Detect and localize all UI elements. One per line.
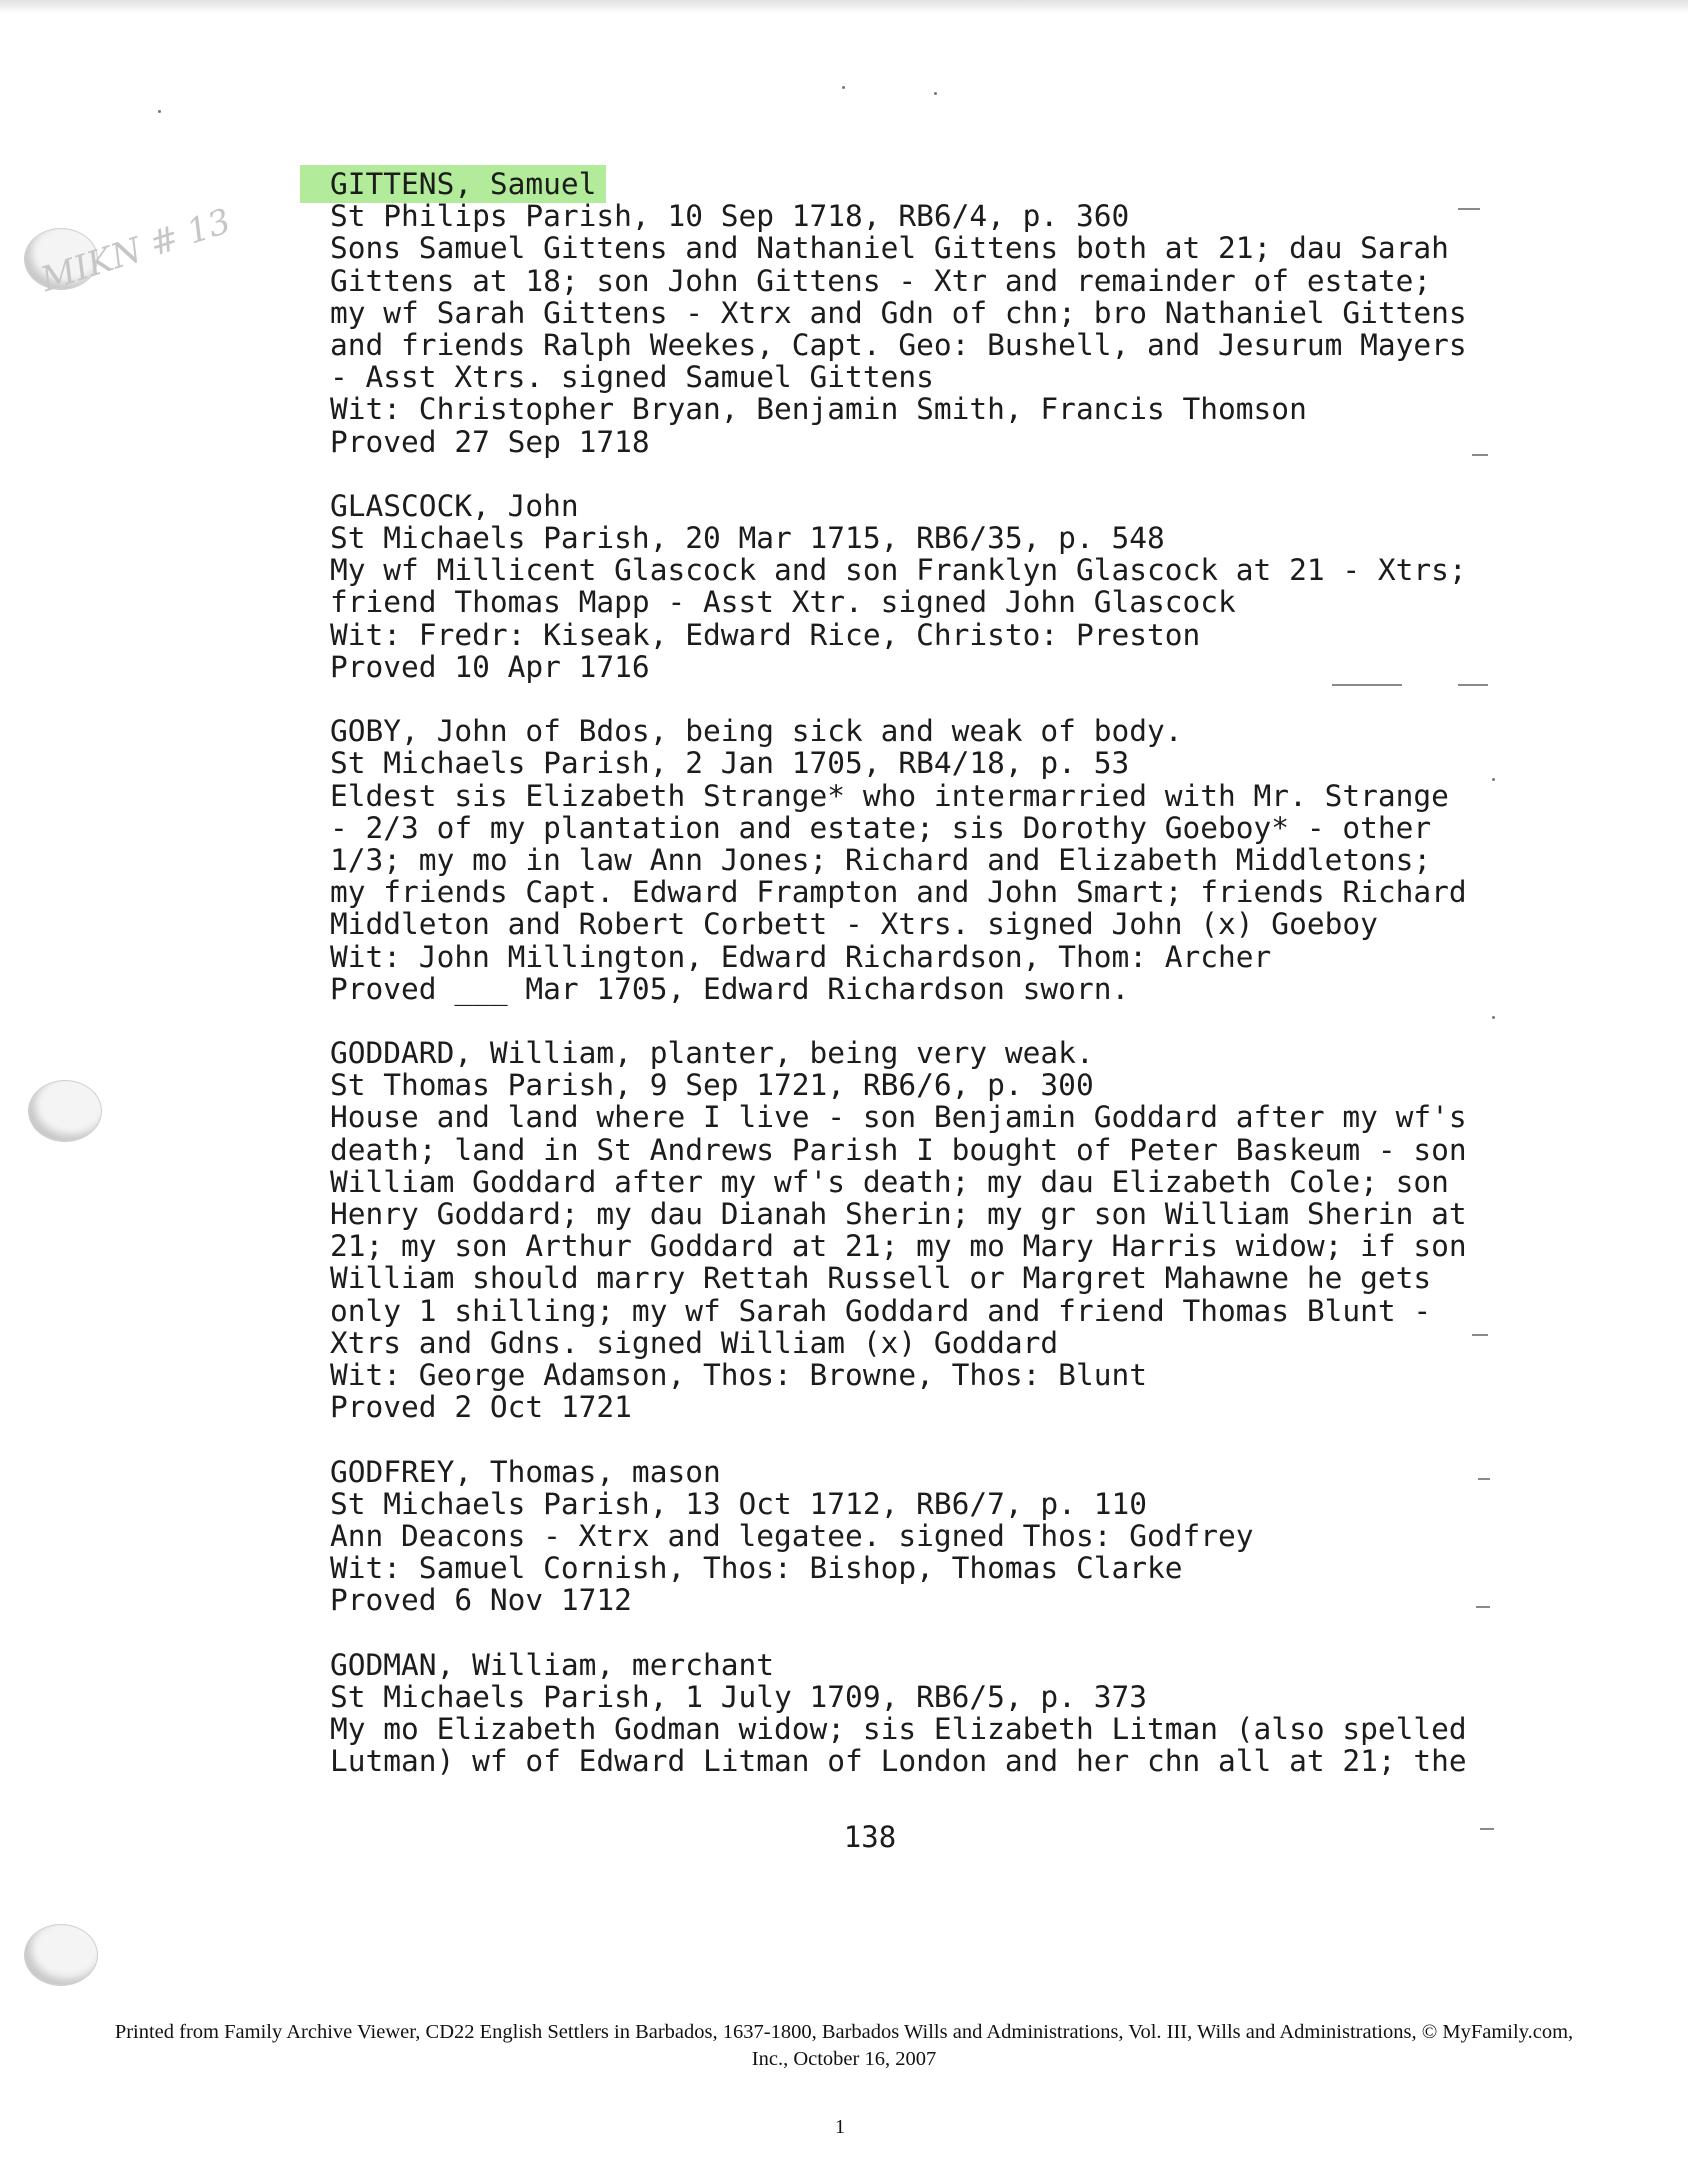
entry-line: St Michaels Parish, 20 Mar 1715, RB6/35, p. 548 [330,521,1165,556]
footer-line-2: Inc., October 16, 2007 [751,2048,937,2070]
entry-line: Wit: Fredr: Kiseak, Edward Rice, Christo: Preston [330,617,1201,652]
entry-line: Lutman) wf of Edward Litman of London and her chn all at 21; the [330,1744,1467,1779]
entry-line: Wit: George Adamson, Thos: Browne, Thos: Blunt [330,1357,1147,1392]
entry-line: Proved 10 Apr 1716 [330,649,650,684]
entry-line: Wit: John Millington, Edward Richardson, Thom: Archer [330,939,1272,974]
entry-line: William Goddard after my wf's death; my dau Elizabeth Cole; son [330,1164,1449,1199]
page-number: 138 [843,1820,897,1854]
entry-name: GOBY, John of Bdos, being sick and weak of body. [330,714,1183,749]
entry-line: St Michaels Parish, 2 Jan 1705, RB4/18, p. 53 [330,746,1130,781]
entry-line: and friends Ralph Weekes, Capt. Geo: Bushell, and Jesurum Mayers [330,327,1467,362]
entry-glascock [330,488,1467,684]
entry-line: Proved 2 Oct 1721 [330,1390,632,1425]
scan-speck [934,92,937,95]
entry-line: My mo Elizabeth Godman widow; sis Elizabeth Litman (also spelled [330,1712,1467,1746]
entry-line: Middleton and Robert Corbett - Xtrs. signed John (x) Goeboy [330,907,1378,942]
scan-speck [1492,778,1495,781]
entry-name: GODMAN, William, merchant [330,1647,775,1682]
entry-line: Gittens at 18; son John Gittens - Xtr and remainder of estate; [330,263,1432,298]
margin-mark [1458,684,1488,686]
entry-line: - Asst Xtrs. signed Samuel Gittens [330,360,934,395]
entry-line: Eldest sis Elizabeth Strange* who intermarried with Mr. Strange [330,778,1449,813]
entry-line: Proved 27 Sep 1718 [330,424,650,459]
punch-hole-bottom [24,1924,98,1986]
margin-mark [1472,454,1488,456]
scan-speck [1492,1016,1495,1019]
entry-line: Henry Goddard; my dau Dianah Sherin; my gr son William Sherin at [330,1197,1467,1231]
entry-line: St Michaels Parish, 13 Oct 1712, RB6/7, p. 110 [330,1486,1147,1521]
entry-line: Proved ___ Mar 1705, Edward Richardson sworn. [330,971,1130,1006]
scan-speck [158,110,161,113]
entry-goddard [330,1036,1467,1425]
entry-line: Sons Samuel Gittens and Nathaniel Gittens both at 21; dau Sarah [330,231,1449,266]
entry-name: GLASCOCK, John [330,488,579,523]
entry-line: - 2/3 of my plantation and estate; sis Dorothy Goeboy* - other [330,810,1432,845]
margin-mark [1480,1828,1494,1830]
footer-page-number: 1 [835,2116,845,2138]
margin-mark [1472,1334,1488,1336]
entry-gittens [330,167,1467,459]
entry-name: GODDARD, William, planter, being very weak. [330,1036,1094,1071]
margin-mark [1476,1606,1490,1608]
margin-mark [1478,1478,1490,1480]
entry-line: William should marry Rettah Russell or Margret Mahawne he gets [330,1261,1432,1296]
document-body [330,167,1467,1810]
scan-speck [842,86,845,89]
entry-line: Xtrs and Gdns. signed William (x) Goddard [330,1325,1059,1360]
entry-line: 21; my son Arthur Goddard at 21; my mo Mary Harris widow; if son [330,1229,1467,1264]
highlighted-name: GITTENS, Samuel [300,165,606,203]
entry-line: Ann Deacons - Xtrx and legatee. signed Thos: Godfrey [330,1518,1254,1553]
entry-line: St Michaels Parish, 1 July 1709, RB6/5, p. 373 [330,1679,1147,1714]
margin-mark [1332,684,1402,686]
margin-mark [1458,208,1480,210]
entry-line: my wf Sarah Gittens - Xtrx and Gdn of chn; bro Nathaniel Gittens [330,295,1467,330]
entry-name: GODFREY, Thomas, mason [330,1454,721,1489]
handwritten-margin-note: MIKN # 13 [36,201,236,301]
entry-godfrey [330,1456,1460,1617]
entry-line: House and land where I live - son Benjamin Goddard after my wf's [330,1100,1467,1135]
entry-line: My wf Millicent Glascock and son Franklyn Glascock at 21 - Xtrs; [330,553,1467,588]
entry-line: only 1 shilling; my wf Sarah Goddard and friend Thomas Blunt - [330,1293,1432,1328]
footer-line-1: Printed from Family Archive Viewer, CD22 English Settlers in Barbados, 1637-1800, Barbados Wills and Administrations, Vol. III, Wills and Administrations, © MyFamily.com, [114,2021,1574,2043]
entry-goby [330,714,1467,1006]
entry-line: 1/3; my mo in law Ann Jones; Richard and Elizabeth Middletons; [330,842,1432,877]
entry-line: Wit: Christopher Bryan, Benjamin Smith, Francis Thomson [330,392,1307,427]
print-footer [40,2019,1648,2073]
entry-line: friend Thomas Mapp - Asst Xtr. signed John Glascock [330,585,1236,620]
punch-hole-middle [28,1080,102,1142]
scan-top-shadow [0,0,1688,14]
entry-line: St Philips Parish, 10 Sep 1718, RB6/4, p. 360 [330,199,1130,234]
entry-line: my friends Capt. Edward Frampton and John Smart; friends Richard [330,875,1467,910]
entry-godman [330,1647,1467,1779]
entry-line: death; land in St Andrews Parish I bought of Peter Baskeum - son [330,1132,1467,1167]
entry-line: St Thomas Parish, 9 Sep 1721, RB6/6, p. 300 [330,1068,1094,1103]
entry-line: Proved 6 Nov 1712 [330,1583,632,1618]
entry-name [330,168,1460,200]
entry-line: Wit: Samuel Cornish, Thos: Bishop, Thomas Clarke [330,1551,1183,1586]
